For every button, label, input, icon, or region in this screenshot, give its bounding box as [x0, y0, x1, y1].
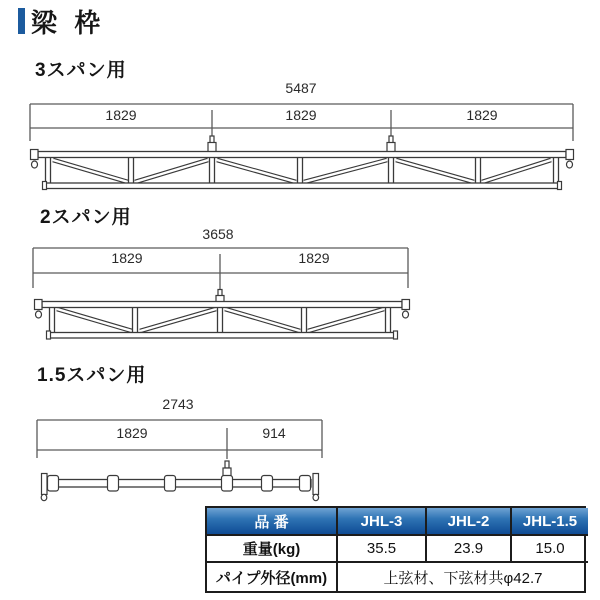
dim-seg-2span-2: 1829	[298, 250, 330, 266]
spec-weight-jhl3: 35.5	[338, 536, 427, 563]
dim-total-1-5span: 2743	[162, 396, 194, 412]
spec-weight-label: 重量(kg)	[207, 536, 338, 563]
spec-table	[205, 506, 586, 593]
dim-seg-2span-1: 1829	[111, 250, 143, 266]
dim-seg-3span-2: 1829	[285, 107, 317, 123]
section-heading-1-5span: 1.5スパン用	[37, 365, 147, 386]
spec-weight-jhl2: 23.9	[427, 536, 512, 563]
dim-total-3span: 5487	[285, 80, 317, 96]
truss-2span-pin	[216, 290, 224, 303]
truss-3span	[31, 136, 574, 190]
beam-1-5span	[41, 461, 318, 501]
spec-col-header-jhl1-5: JHL-1.5	[512, 508, 588, 536]
spec-weight-jhl1-5: 15.0	[512, 536, 588, 563]
truss-2span-top-chord	[42, 302, 402, 308]
truss-3span-pins	[208, 136, 395, 153]
page-title: 梁 枠	[31, 8, 106, 38]
spec-pipe-label: パイプ外径(mm)	[207, 563, 338, 591]
dim-lines-3span	[30, 104, 573, 149]
dim-seg-3span-3: 1829	[466, 107, 498, 123]
truss-3span-top-chord	[38, 152, 566, 158]
truss-2span-bottom-chord	[49, 333, 395, 339]
truss-2span	[35, 290, 410, 340]
dim-seg-1-5span-1: 1829	[116, 425, 148, 441]
dim-lines-1-5span	[37, 420, 322, 459]
dim-total-2span: 3658	[202, 226, 234, 242]
spec-col-header-jhl3: JHL-3	[338, 508, 427, 536]
truss-3span-bottom-chord	[45, 183, 559, 189]
section-heading-3span: 3スパン用	[35, 60, 127, 81]
spec-col-header-jhl2: JHL-2	[427, 508, 512, 536]
section-heading-2span: 2スパン用	[40, 207, 132, 228]
spec-pipe-value: 上弦材、下弦材共φ42.7	[383, 569, 543, 587]
dim-lines-2span	[33, 248, 408, 292]
spec-col-header-product: 品 番	[207, 508, 338, 536]
dim-seg-1-5span-2: 914	[262, 425, 286, 441]
dim-seg-3span-1: 1829	[105, 107, 137, 123]
